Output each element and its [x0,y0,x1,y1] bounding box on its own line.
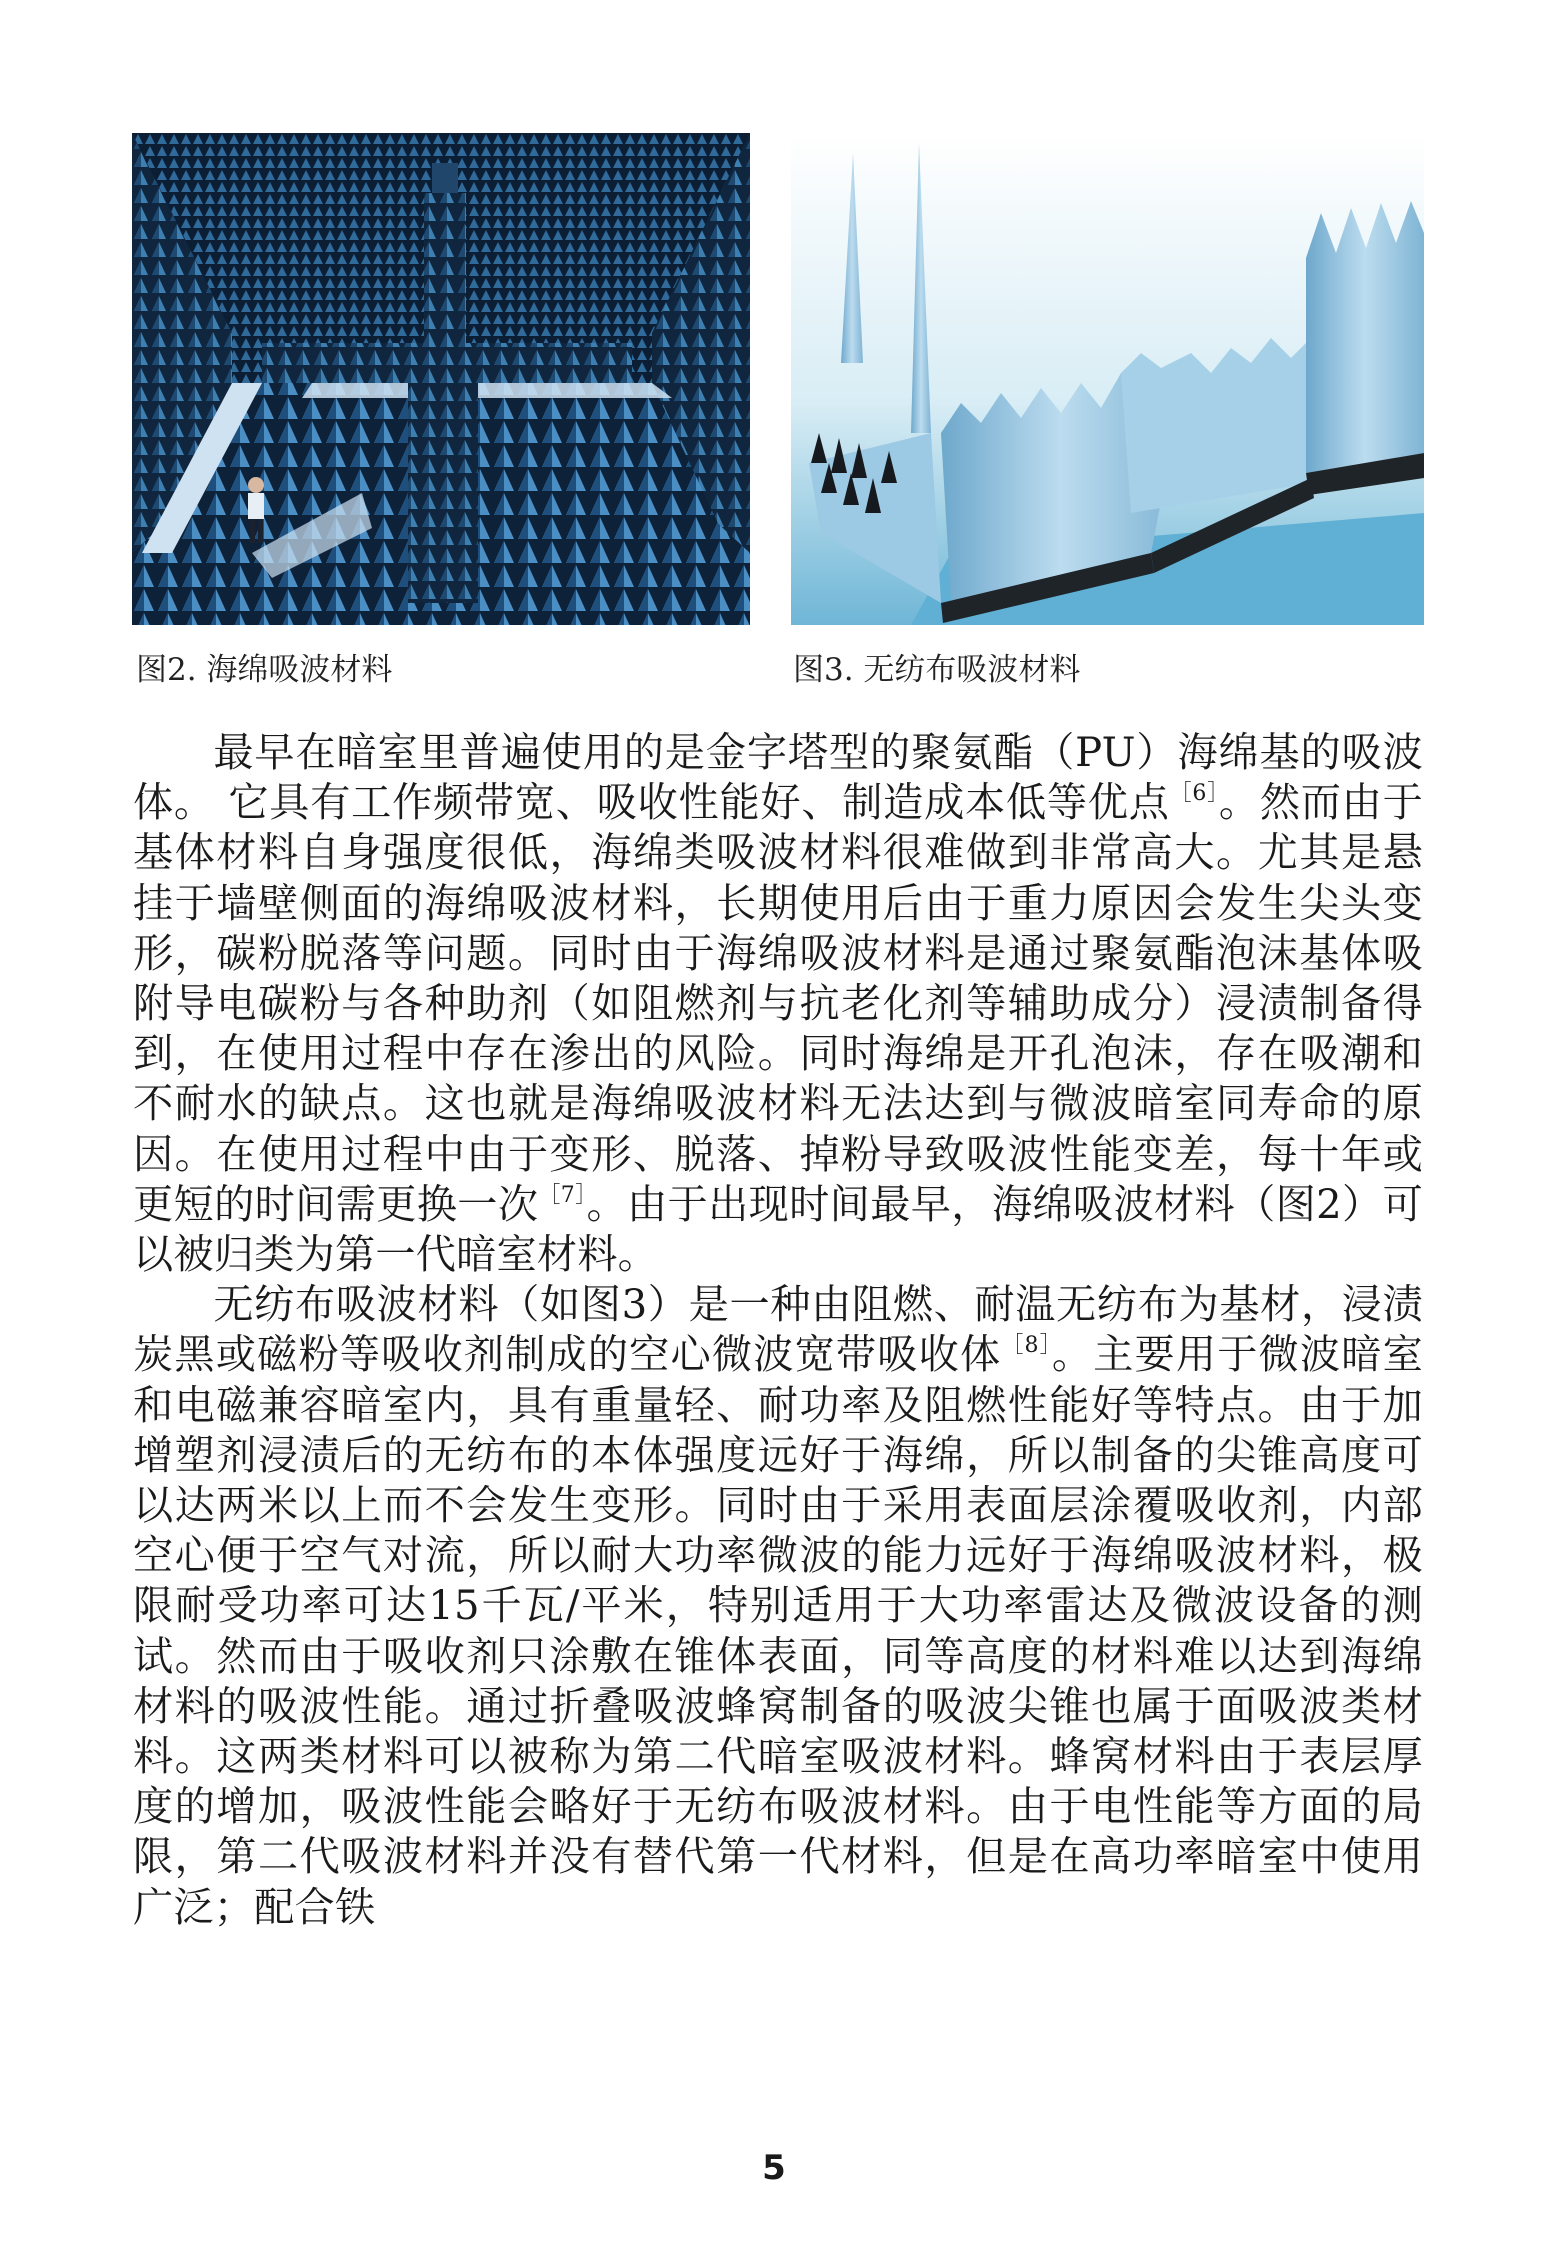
paragraph-1-text-c: 。由于出现时间最早，海绵吸波材料（图2）可以被归类为第一代暗室材料。 [133,1181,1423,1279]
nonwoven-absorber-photo [791,133,1424,625]
paragraph-1-text-b: 。然而由于基体材料自身强度很低，海绵类吸波材料很难做到非常高大。尤其是悬挂于墙壁侧面的海绵吸波材料，长期使用后由于重力原因会发生尖头变形，碳粉脱落等问题。同时由于海绵吸波材料是通过聚氨酯泡沫基体吸附导电碳粉与各种助剂（如阻燃剂与抗老化剂等辅助成分）浸渍制备得到，在使用过程中存在渗出的风险。同时海绵是开孔泡沫，存在吸潮和不耐水的缺点。这也就是海绵吸波材料无法达到与微波暗室同寿命的原因。在使用过程中由于变形、脱落、掉粉导致吸波性能变差，每十年或更短的时间需更换一次 [133,780,1423,1228]
figure-3-caption: 图3. 无纺布吸波材料 [793,652,1081,688]
body-text [133,728,1423,1933]
page-number: 5 [762,2148,786,2188]
citation-6: ［6］ [1169,781,1219,807]
anechoic-chamber-photo [132,133,750,625]
figure-2-image [132,133,750,625]
paragraph-1-text-a: 最早在暗室里普遍使用的是金字塔型的聚氨酯（PU）海绵基的吸波体。 它具有工作频带宽、吸收性能好、制造成本低等优点 [133,730,1423,827]
citation-7: ［7］ [538,1182,587,1208]
citation-8: ［8］ [1001,1333,1052,1359]
paragraph-2-text-b: 。主要用于微波暗室和电磁兼容暗室内，具有重量轻、耐功率及阻燃性能好等特点。由于加增塑剂浸渍后的无纺布的本体强度远好于海绵，所以制备的尖锥高度可以达两米以上而不会发生变形。同时由于采用表面层涂覆吸收剂，内部空心便于空气对流，所以耐大功率微波的能力远好于海绵吸波材料，极限耐受功率可达15千瓦/平米，特别适用于大功率雷达及微波设备的测试。然而由于吸收剂只涂敷在锥体表面，同等高度的材料难以达到海绵材料的吸波性能。通过折叠吸波蜂窝制备的吸波尖锥也属于面吸波类材料。这两类材料可以被称为第二代暗室吸波材料。蜂窝材料由于表层厚度的增加，吸波性能会略好于无纺布吸波材料。由于电性能等方面的局限，第二代吸波材料并没有替代第一代材料，但是在高功率暗室中使用广泛；配合铁 [133,1332,1423,1931]
figure-3-image [791,133,1424,625]
paragraph-2 [133,1280,1423,1933]
figure-2-caption: 图2. 海绵吸波材料 [136,652,393,688]
paragraph-2-text-a: 无纺布吸波材料（如图3）是一种由阻燃、耐温无纺布为基材，浸渍炭黑或磁粉等吸收剂制成的空心微波宽带吸收体 [133,1282,1423,1379]
paragraph-1 [133,728,1423,1280]
